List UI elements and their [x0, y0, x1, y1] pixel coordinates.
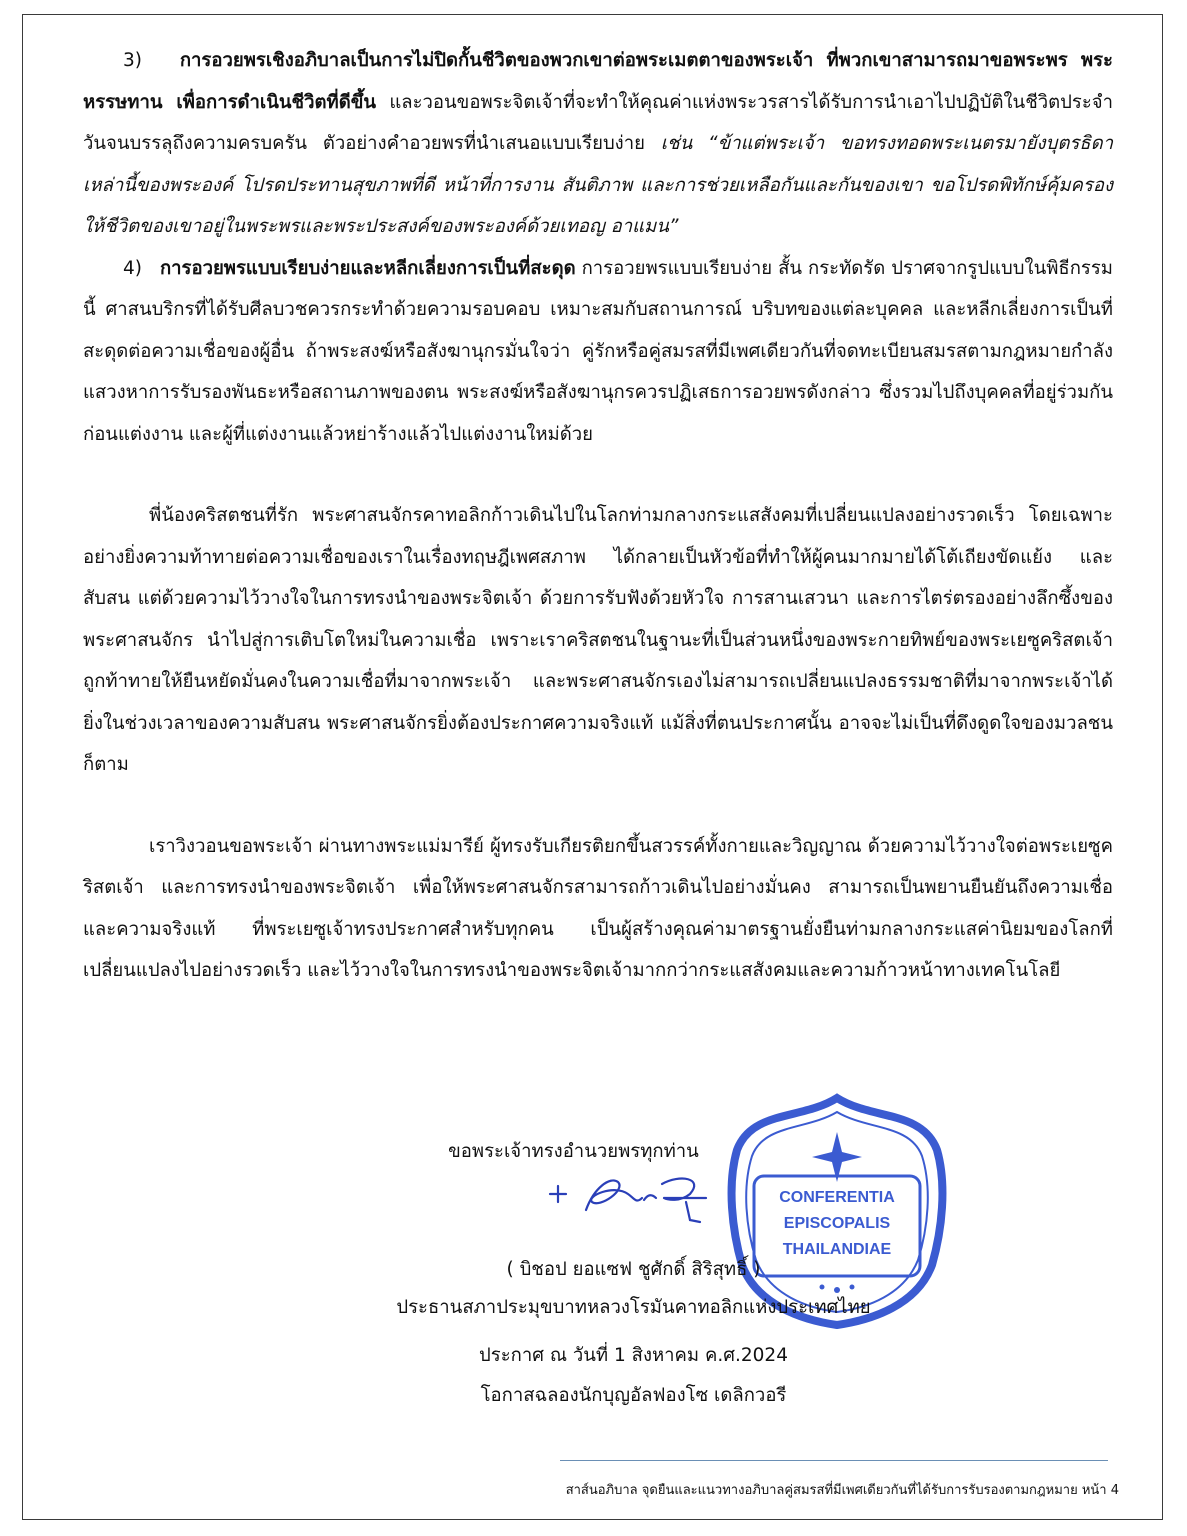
announcement-date: ประกาศ ณ วันที่ 1 สิงหาคม ค.ศ.2024 — [479, 1345, 788, 1366]
list-item-3 — [83, 40, 1113, 248]
occasion: โอกาสฉลองนักบุญอัลฟองโซ เดลิกวอรี — [480, 1385, 787, 1406]
footer-divider — [560, 1460, 1108, 1461]
closing-blessing: ขอพระเจ้าทรงอำนวยพรทุกท่าน — [448, 1141, 699, 1162]
seal-line-2: EPISCOPALIS — [783, 1215, 891, 1232]
signatory-title: ประธานสภาประมุขบาทหลวงโรมันคาทอลิกแห่งประเทศไทย — [396, 1297, 871, 1318]
paragraph: เราวิงวอนขอพระเจ้า ผ่านทางพระแม่มารีย์ ผู้ทรงรับเกียรติยกขึ้นสวรรค์ทั้งกายและวิญญาณ ด้วยความไว้วางใจต่อพระเยซูคริสตเจ้า และการทรงนำของพระจิตเจ้า เพื่อให้พระศาสนจักรสามารถก้าวเดินไปอย่างมั่นคง สามารถเป็นพยานยืนยันถึงความเชื่อ และความจริงแท้ ที่พระเยซูเจ้าทรงประกาศสำหรับทุกคน เป็นผู้สร้างคุณค่ามาตรฐานยั่งยืนท่ามกลางกระแสค่านิยมของโลกที่เปลี่ยนแปลงไปอย่างรวดเร็ว และไว้วางใจในการทรงนำของพระจิตเจ้ามากกว่ากระแสสังคมและความก้าวหน้าทางเทคโนโลยี — [83, 835, 1113, 981]
paragraph: พี่น้องคริสตชนที่รัก พระศาสนจักรคาทอลิกก้าวเดินไปในโลกท่ามกลางกระแสสังคมที่เปลี่ยนแปลงอย่างรวดเร็ว โดยเฉพาะอย่างยิ่งความท้าทายต่อความเชื่อของเราในเรื่องทฤษฎีเพศสภาพ ได้กลายเป็นหัวข้อที่ทำให้ผู้คนมากมายได้โต้เถียงขัดแย้ง และสับสน แต่ด้วยความไว้วางใจในการทรงนำของพระจิตเจ้า ด้วยการรับฟังด้วยหัวใจ การสานเสวนา และการไตร่ตรองอย่างลึกซึ้งของพระศาสนจักร นำไปสู่การเติบโตใหม่ในความเชื่อ เพราะเราคริสตชนในฐานะที่เป็นส่วนหนึ่งของพระกายทิพย์ของพระเยซูคริสตเจ้า ถูกท้าทายให้ยืนหยัดมั่นคงในความเชื่อที่มาจากพระเจ้า และพระศาสนจักรเองไม่สามารถเปลี่ยนแปลงธรรมชาติที่มาจากพระเจ้าได้ ยิ่งในช่วงเวลาของความสับสน พระศาสนจักรยิ่งต้องประกาศความจริงแท้ แม้สิ่งที่ตนประกาศนั้น อาจจะไม่เป็นที่ดึงดูดใจของมวลชนก็ตาม — [83, 505, 1113, 775]
signatory-name: ( บิชอป ยอแซฟ ชูศักดิ์ สิริสุทธิ์ ) — [506, 1259, 761, 1280]
seal-line-3: THAILANDIAE — [782, 1241, 892, 1258]
seal-line-1: CONFERENTIA — [779, 1189, 895, 1206]
document-body — [83, 40, 1113, 992]
item-heading: การอวยพรเชิงอภิบาลเป็นการไม่ปิดกั้นชีวิตของพวกเขาต่อพระเมตตาของพระเจ้า ที่พวกเขาสามารถมาขอพระพร พระหรรษทาน เพื่อการดำเนินชีวิตที่ดีขึ้น — [83, 50, 1113, 113]
signature-mark — [540, 1168, 730, 1238]
item-text: การอวยพรแบบเรียบง่าย สั้น กระทัดรัด ปราศจากรูปแบบในพิธีกรรมนี้ ศาสนบริกรที่ได้รับศีลบวชควรกระทำด้วยความรอบคอบ เหมาะสมกับสถานการณ์ บริบทของแต่ละบุคคล และหลีกเลี่ยงการเป็นที่สะดุดต่อความเชื่อของผู้อื่น ถ้าพระสงฆ์หรือสังฆานุกรมั่นใจว่า คู่รักหรือคู่สมรสที่มีเพศเดียวกันที่จดทะเบียนสมรสตามกฎหมายกำลังแสวงหาการรับรองพันธะหรือสถานภาพของตน พระสงฆ์หรือสังฆานุกรควรปฏิเสธการอวยพรดังกล่าว ซึ่งรวมไปถึงบุคคลที่อยู่ร่วมกันก่อนแต่งงาน และผู้ที่แต่งงานแล้วหย่าร้างแล้วไปแต่งงานใหม่ด้วย — [83, 257, 1113, 445]
item-number: 3) — [123, 50, 142, 71]
item-number: 4) — [123, 257, 142, 279]
item-heading: การอวยพรแบบเรียบง่ายและหลีกเลี่ยงการเป็นที่สะดุด — [159, 257, 576, 279]
list-item-4 — [83, 248, 1113, 456]
page-footer: สาส์นอภิบาล จุดยืนและแนวทางอภิบาลคู่สมรสที่มีเพศเดียวกันที่ได้รับการรับรองตามกฎหมาย หน้า 4 — [565, 1483, 1119, 1498]
example-blessing: เช่น “ข้าแต่พระเจ้า ขอทรงทอดพระเนตรมายังบุตรธิดาเหล่านี้ของพระองค์ โปรดประทานสุขภาพที่ดี หน้าที่การงาน สันติภาพ และการช่วยเหลือกันและกันของเขา ขอโปรดพิทักษ์คุ้มครองให้ชีวิตของเขาอยู่ในพระพรและพระประสงค์ของพระองค์ด้วยเทอญ อาแมน” — [83, 133, 1113, 237]
item-text: และวอนขอพระจิตเจ้าที่จะทำให้คุณค่าแห่งพระวรสารได้รับการนำเอาไปปฏิบัติในชีวิตประจำวันจนบรรลุถึงความครบครัน ตัวอย่างคำอวยพรที่นำเสนอแบบเรียบง่าย — [83, 91, 1113, 154]
